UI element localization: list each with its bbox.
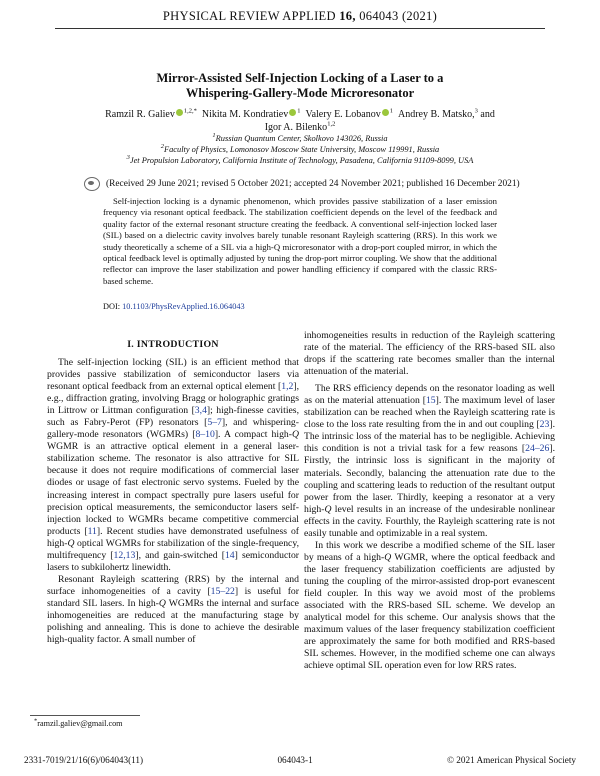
text-run: ]; high-finesse cavities, such as Fabry-Perot (FP) resonators [ xyxy=(47,405,299,429)
math-symbol: Q xyxy=(384,551,392,563)
dates-text: (Received 29 June 2021; revised 5 October 2021; accepted 24 November 2021; published 16 December 2021) xyxy=(106,179,520,189)
citation-link[interactable]: 14 xyxy=(224,549,235,561)
citation-link[interactable]: 15 xyxy=(425,395,436,407)
doi-line xyxy=(103,302,245,311)
title-line-2: Whispering-Gallery-Mode Microresonator xyxy=(185,86,415,100)
text-run: ], and whispering-gallery-mode resonators (WGMRs) [ xyxy=(47,417,299,441)
text-run: In this work we describe a modified scheme of the SIL laser by means of a high- xyxy=(304,539,555,563)
left-column xyxy=(47,357,299,646)
affiliation xyxy=(40,145,560,156)
author-conjunction: and xyxy=(480,109,495,120)
citation-link[interactable]: 5–7 xyxy=(207,417,222,429)
orcid-icon[interactable] xyxy=(289,109,296,116)
author-name[interactable]: Nikita M. Kondratiev xyxy=(201,109,289,120)
paragraph: inhomogeneities results in reduction of the Rayleigh scattering rate of the material. The efficiency of the RRS-based SIL also drops if the scattering rate becomes smaller than the internal attenuation of the material. xyxy=(304,330,555,378)
author-affil-mark: 1 xyxy=(297,107,301,115)
affiliation xyxy=(40,153,560,167)
paragraph xyxy=(47,574,299,646)
orcid-icon[interactable] xyxy=(382,109,389,116)
author-affil-mark: 1,2 xyxy=(327,120,336,128)
text-run: The self-injection locking (SIL) is an efficient method that provides passive stabilization of semiconductor lasers via resonant optical feedback from an external optical element [ xyxy=(47,357,299,393)
footnote-rule xyxy=(30,715,140,716)
text-run: WGMR, where the optical feedback and the laser frequency stabilization coefficients are adjusted by tuning the coupling of the mirror-assisted drop-port evanescent field coupler. In this way we avoid most of the problems associated with the RRS-based SIL scheme. We develop an analytical model for this scheme. Our analysis shows that the maximum values of the laser frequency stabilization coefficient are approximately the same for both modified and RRS-based SIL schemes. However, in the modified scheme one can always achieve optimal SIL operation even for low RRS rates. xyxy=(304,551,555,672)
paragraph xyxy=(304,540,555,673)
author-name[interactable]: Valery E. Lobanov xyxy=(305,109,381,120)
title-line-1: Mirror-Assisted Self-Injection Locking of a Laser to a xyxy=(156,71,444,85)
doi-label: DOI: xyxy=(103,302,121,311)
text-run: The RRS efficiency depends on the resonator loading as well as on the material attenuation [ xyxy=(304,383,555,407)
text-run: ]. A compact high- xyxy=(214,429,292,441)
text-run: ], and gain-switched [ xyxy=(135,549,225,561)
check-updates-icon[interactable] xyxy=(84,177,100,191)
affiliation-mark: 2 xyxy=(160,143,164,150)
author-list xyxy=(40,108,560,134)
page-number: 064043-1 xyxy=(277,755,313,765)
author-affil-mark: 1 xyxy=(389,107,393,115)
text-run: ]. The intrinsic loss of the material has to be negligible. Achieving this condition is not a trivial task for a few reasons [ xyxy=(304,419,555,455)
right-column xyxy=(304,330,555,672)
citation-link[interactable]: 11 xyxy=(87,525,97,537)
citation-link[interactable]: 23 xyxy=(539,419,550,431)
math-symbol: Q xyxy=(292,429,299,441)
footnote xyxy=(34,719,123,728)
text-run: ], e.g., diffraction grating, involving Bragg or holographic gratings in Littrow or Littman configuration [ xyxy=(47,381,299,417)
text-run: Resonant Rayleigh scattering (RRS) by the internal and surface inhomogeneities of a cavity [ xyxy=(47,573,299,597)
paragraph xyxy=(47,357,299,574)
doi-link[interactable]: 10.1103/PhysRevApplied.16.064043 xyxy=(122,302,245,311)
page-footer xyxy=(24,755,576,765)
paragraph xyxy=(304,383,555,540)
affiliation xyxy=(40,134,560,145)
text-run: optical WGMRs for stabilization of the single-frequency, multifrequency [ xyxy=(47,537,299,561)
citation-link[interactable]: 15–22 xyxy=(210,585,235,597)
author-email[interactable]: ramzil.galiev@gmail.com xyxy=(37,719,123,728)
footer-copyright: © 2021 American Physical Society xyxy=(447,755,576,765)
history-dates xyxy=(84,177,540,191)
text-run: ]. Recent studies have demonstrated usefulness of high- xyxy=(47,525,300,549)
text-run: ] semiconductor lasers to subkilohertz linewidth. xyxy=(47,549,300,573)
affiliation-list xyxy=(40,134,560,166)
citation-link[interactable]: 24–26 xyxy=(525,443,550,455)
section-heading: I. INTRODUCTION xyxy=(127,339,219,350)
author-affil-mark: 3 xyxy=(474,107,478,115)
footnote-mark: * xyxy=(34,717,38,725)
author-name[interactable]: Igor A. Bilenko xyxy=(264,122,328,133)
math-symbol: Q xyxy=(158,597,166,609)
text-run: WGMR is an attractive optical element in a general laser-stabilization scheme. The resonator is also attractive for SIL because it does not require modifications of commercial laser diodes or usage of fast electronic servo systems. Fueled by the increasing interest in compact spectrally pure lasers useful for precision optical measurements, the semiconductor lasers self-injection locked to WGMRs became competitive commercial products [ xyxy=(47,441,299,537)
math-symbol: Q xyxy=(67,537,75,549)
footer-issn: 2331-7019/21/16(6)/064043(11) xyxy=(24,755,144,765)
citation-link[interactable]: 12,13 xyxy=(113,549,136,561)
paper-title xyxy=(40,71,560,101)
journal-header xyxy=(0,9,600,24)
text-run: ] is useful for standard SIL lasers. In high- xyxy=(47,585,299,609)
math-symbol: Q xyxy=(324,503,332,515)
author-name[interactable]: Andrey B. Matsko, xyxy=(397,109,475,120)
journal-volume: 16, xyxy=(339,9,356,23)
journal-name: PHYSICAL REVIEW APPLIED xyxy=(162,9,336,23)
text-run: ]. Firstly, the intrinsic loss is significant in the majority of materials. Secondly, balancing the attenuation rate due to the coupling and scattering leads to reduction of the resultant output power from the laser. Thirdly, keeping a resonator at a very high- xyxy=(304,443,555,515)
text-run: level results in an increase of the undesirable nonlinear effects in the cavity. Fourthly, the Rayleigh scattering rate is not easily tunable and optimizable in a real system. xyxy=(304,503,555,539)
citation-link[interactable]: 8–10 xyxy=(195,429,215,441)
orcid-icon[interactable] xyxy=(176,109,183,116)
text-run: WGMRs the internal and surface inhomogeneities are reduced at the manufacturing stage by polishing and annealing. This is done to achieve the desirable high-quality factor. A small number of xyxy=(47,597,299,646)
affiliation-text: Faculty of Physics, Lomonosov Moscow State University, Moscow 119991, Russia xyxy=(163,144,440,154)
affiliation-text: Jet Propulsion Laboratory, California Institute of Technology, Pasadena, California 91109-8099, USA xyxy=(129,155,474,165)
text-run: ]. The maximum level of laser stabilization can be reached when the Rayleigh scattering rate is close to the loss rate resulting from the in and out coupling [ xyxy=(304,395,555,431)
article-number: 064043 (2021) xyxy=(359,9,438,23)
affiliation-text: Russian Quantum Center, Skolkovo 143026, Russia xyxy=(215,134,388,143)
affiliation-mark: 1 xyxy=(212,132,216,140)
header-rule xyxy=(55,28,545,29)
author-affil-mark: 1,2,* xyxy=(183,107,197,115)
abstract: Self-injection locking is a dynamic phenomenon, which provides passive stabilization of a laser emission frequency via resonant optical feedback. The stabilization coefficient depends on the level of the feedback and quality factor of the external resonant structure creating the feedback. A conventional self-injection locked laser (SIL) based on a dielectric cavity involves barely tunable resonant Rayleigh scattering (RRS). In this work we study theoretically a scheme of a SIL via a high-Q microresonator with a drop-port coupled mirror, in which the optical feedback level is optimally adjusted by tuning the drop-port mirror coupling. We show that the additional reflector can improve the laser stabilization and power handling efficiency if compared with the classic RRS-based scheme. xyxy=(103,196,497,286)
affiliation-mark: 3 xyxy=(126,153,130,161)
citation-link[interactable]: 3,4 xyxy=(194,405,207,417)
citation-link[interactable]: 1,2 xyxy=(281,381,294,393)
author-name[interactable]: Ramzil R. Galiev xyxy=(105,109,175,120)
